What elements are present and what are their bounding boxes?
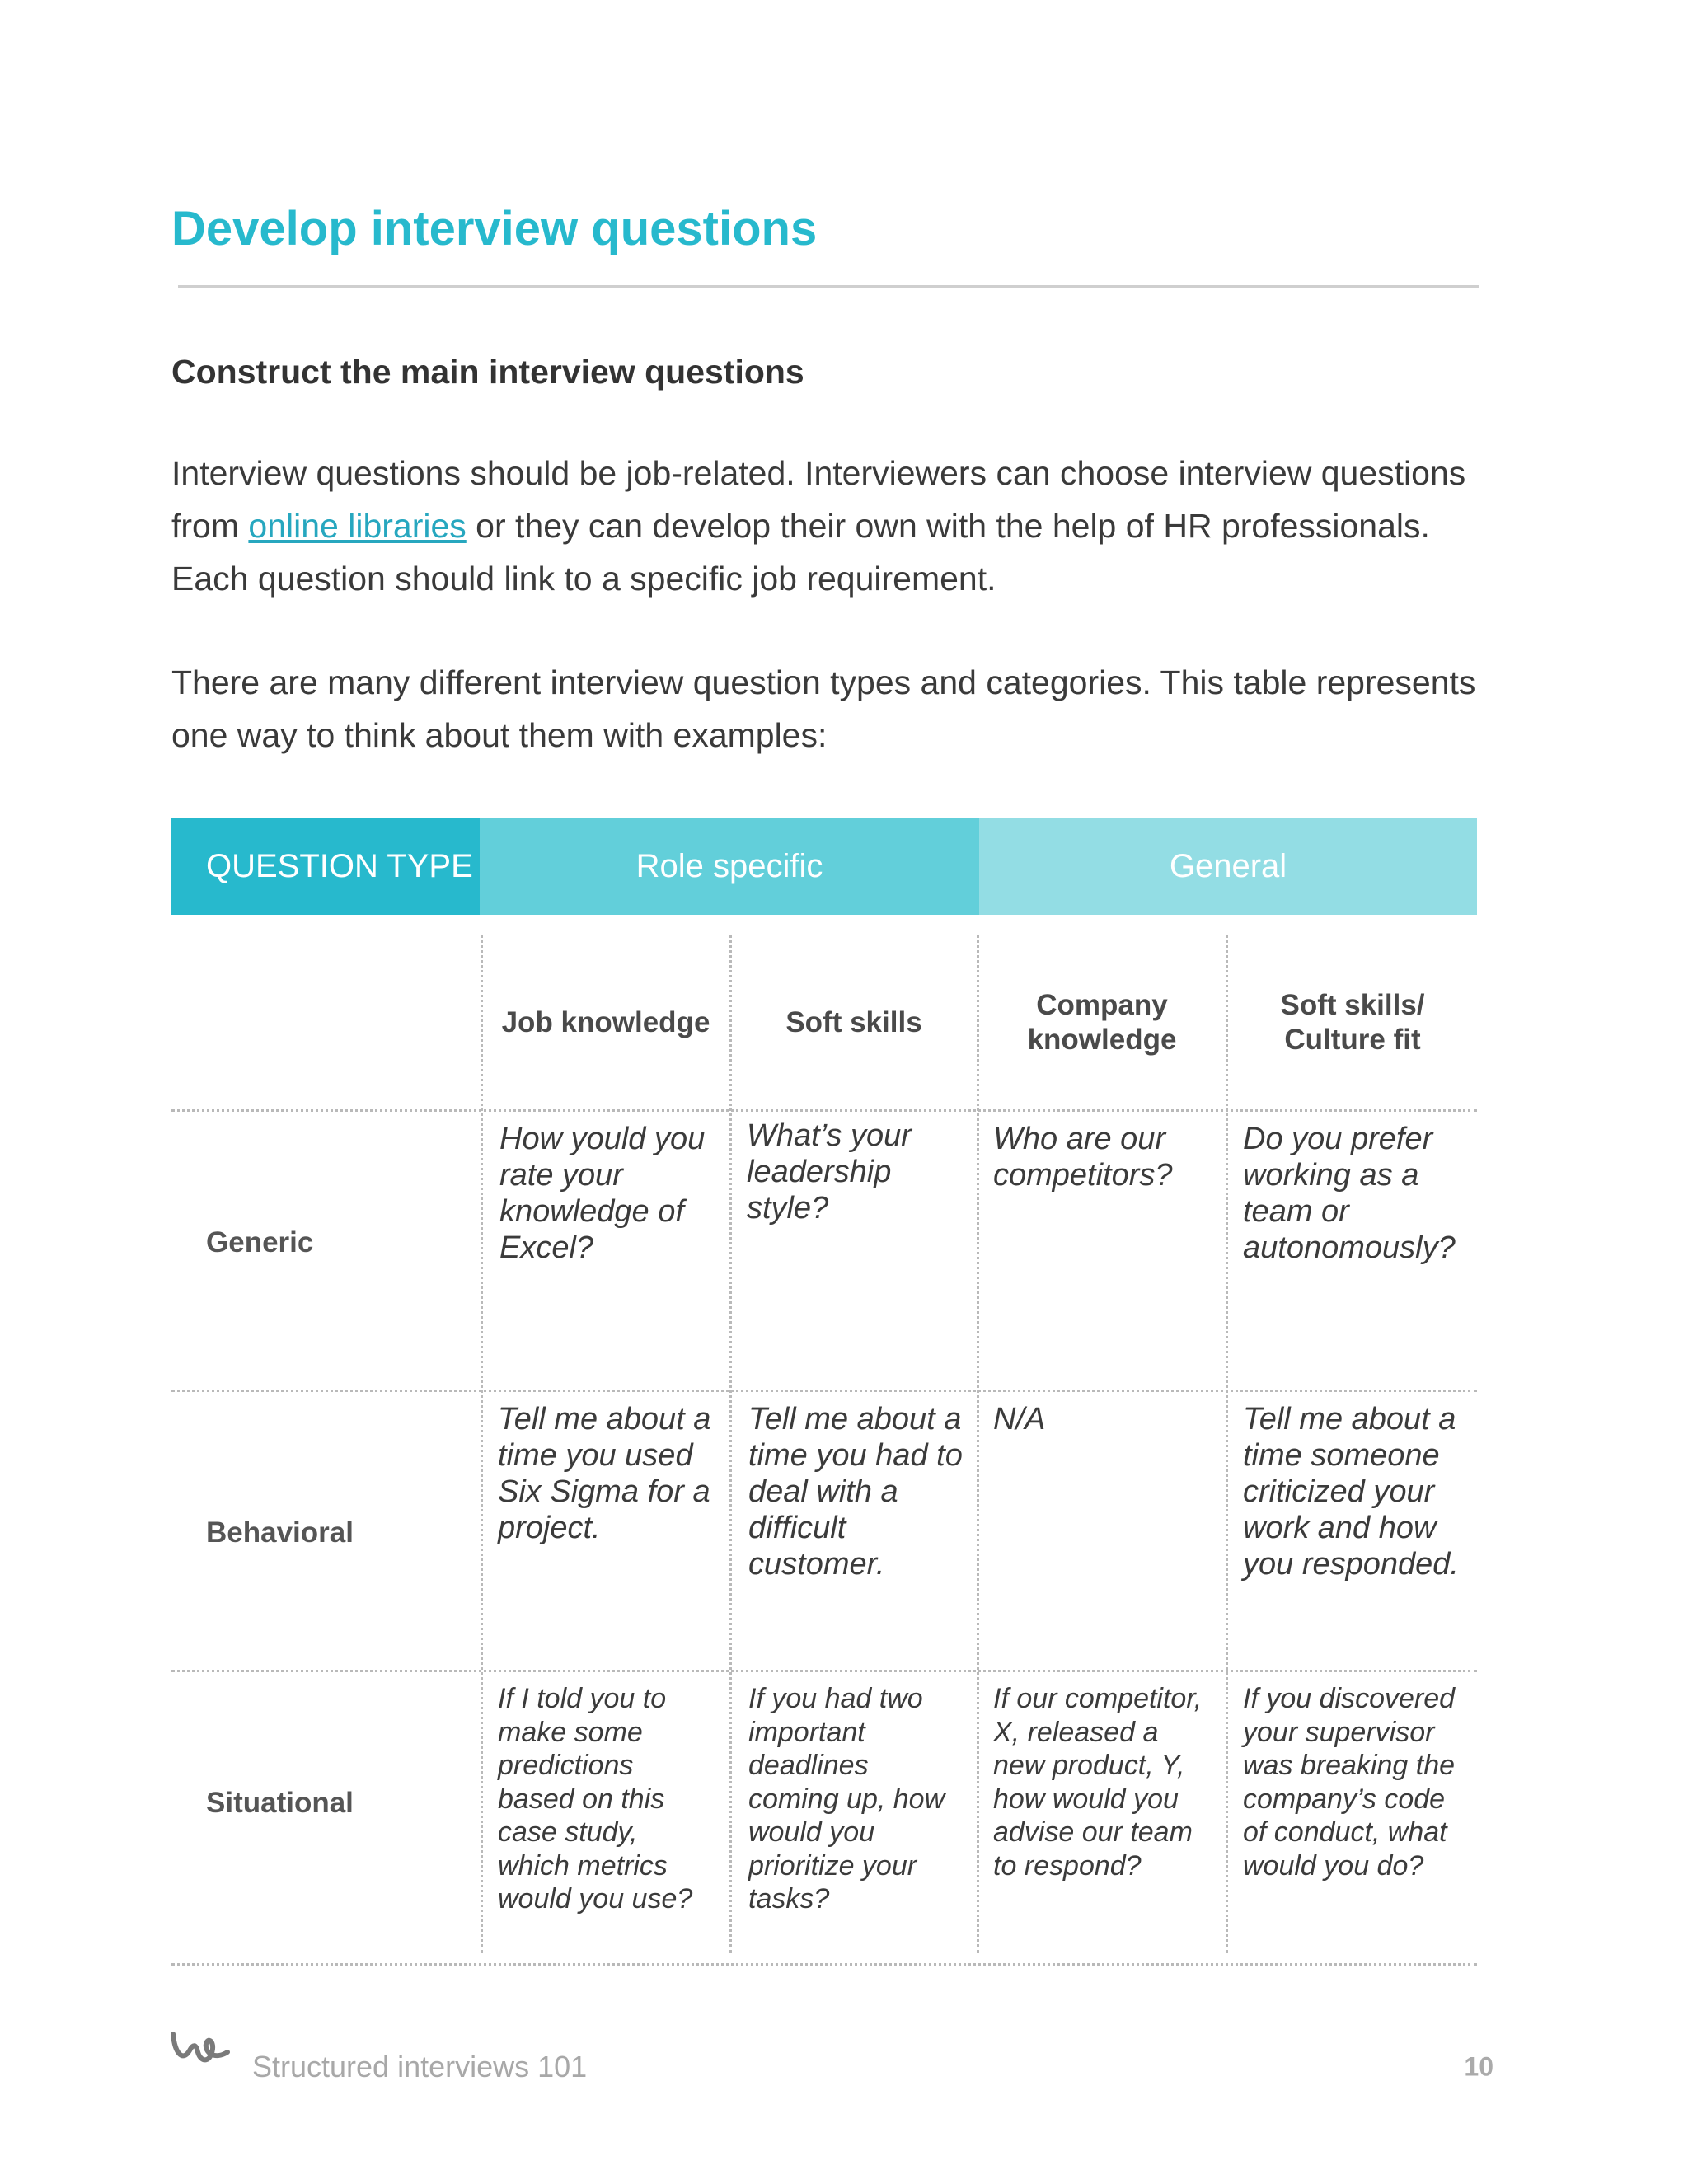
table-cell: If you had two important deadlines coming up, how would you prioritize your tasks?: [748, 1683, 945, 1915]
column-header-culture-fit: Soft skills/ Culture fit: [1280, 989, 1425, 1056]
intro-paragraph: [171, 447, 1490, 605]
column-header-soft-skills: Soft skills: [785, 1006, 922, 1038]
row-divider: [171, 1390, 1477, 1392]
table-bottom-divider: [171, 1963, 1477, 1966]
table-cell: Do you prefer working as a team or autonomously?: [1243, 1122, 1456, 1265]
table-cell: Who are our competitors?: [993, 1122, 1173, 1193]
intro-text-end: or they can develop their own with the help of HR professionals. Each question should link to a specific job requirement.: [171, 507, 1430, 598]
table-cell: What’s your leadership style?: [747, 1118, 912, 1226]
header-question-type: QUESTION TYPE: [171, 818, 480, 915]
table-cell: If our competitor, X, released a new product, Y, how would you advise our team to respond?: [993, 1683, 1203, 1882]
table-cell: Tell me about a time you had to deal with a difficult customer.: [748, 1402, 963, 1582]
page-title: Develop interview questions: [171, 202, 818, 255]
table-cell: Tell me about a time you used Six Sigma for a project.: [498, 1402, 711, 1545]
header-role-specific: Role specific: [480, 818, 979, 915]
table-cell: N/A: [993, 1402, 1046, 1436]
title-divider: [178, 285, 1479, 288]
column-header-company-knowledge: Company knowledge: [1027, 989, 1177, 1056]
row-label-generic: Generic: [206, 1226, 314, 1258]
row-divider: [171, 1670, 1477, 1672]
intro-text-start: Interview questions should be job-related. Interviewers can choose interview questions from: [171, 454, 1466, 545]
online-libraries-link[interactable]: online libraries: [248, 507, 467, 545]
header-general: General: [979, 818, 1477, 915]
row-label-situational: Situational: [206, 1787, 354, 1819]
table-cell: Tell me about a time someone criticized your work and how you responded.: [1243, 1402, 1459, 1582]
footer-title: Structured interviews 101: [252, 2050, 588, 2083]
table-intro-paragraph: There are many different interview question types and categories. This table represents one way to think about them with examples:: [171, 663, 1476, 754]
section-subtitle: Construct the main interview questions: [171, 353, 804, 391]
page-number: 10: [1464, 2051, 1493, 2082]
column-header-job-knowledge: Job knowledge: [501, 1006, 710, 1038]
table-cell: How yould you rate your knowledge of Excel?: [499, 1122, 706, 1265]
row-label-behavioral: Behavioral: [206, 1516, 354, 1549]
workable-logo-icon: [170, 2029, 231, 2067]
table-cell: If I told you to make some predictions based on this case study, which metrics would you use?: [498, 1683, 693, 1915]
table-cell: If you discovered your supervisor was breaking the company’s code of conduct, what would you do?: [1243, 1683, 1456, 1882]
